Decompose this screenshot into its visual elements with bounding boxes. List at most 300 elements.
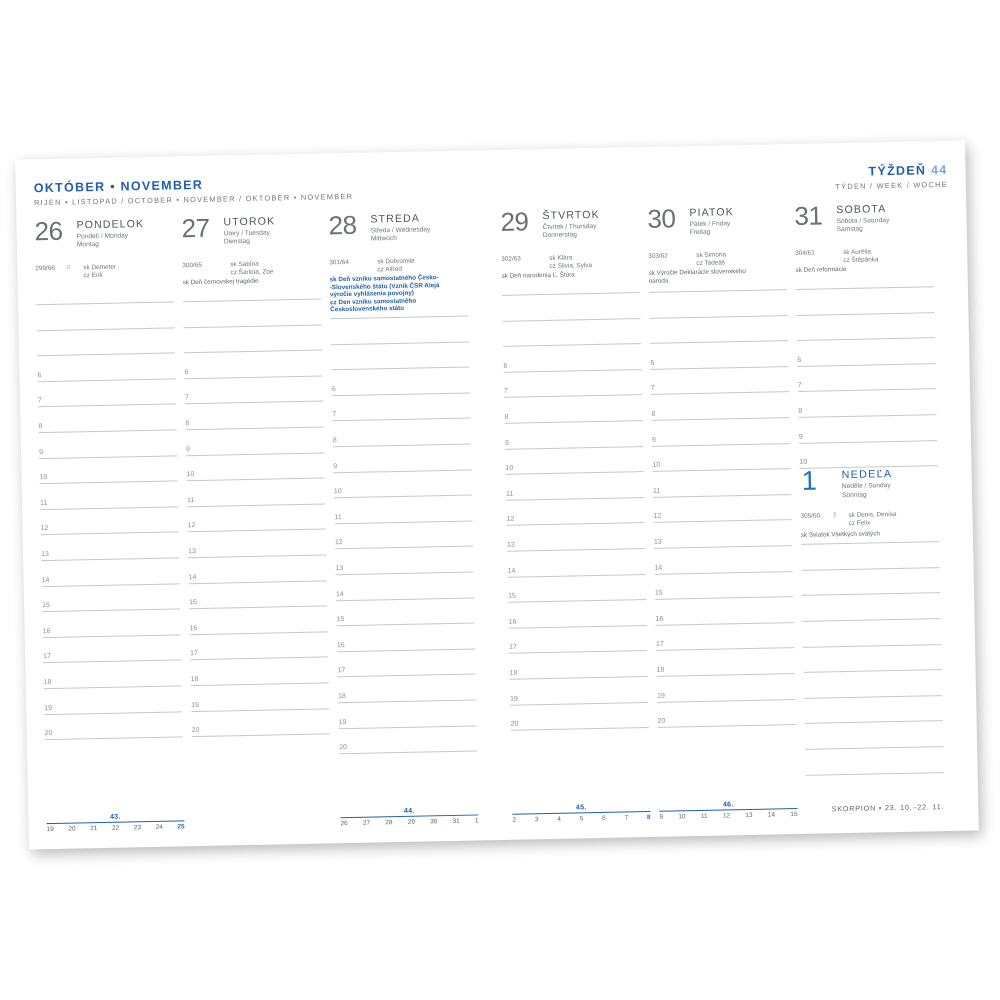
hour-label: 17: [190, 650, 198, 658]
hour-row[interactable]: [185, 402, 323, 430]
mini-week-strip: [46, 812, 184, 833]
mini-day[interactable]: 1: [474, 817, 479, 825]
hour-row[interactable]: [802, 593, 940, 621]
nameday-cz: cz Šarlota, Zoe: [230, 268, 274, 277]
hour-row[interactable]: [191, 709, 329, 737]
day-ordinal-code: 300/65: [182, 261, 202, 270]
hour-row[interactable]: [333, 444, 471, 472]
mini-week-strip: [512, 803, 650, 824]
hour-label: 18: [656, 666, 665, 674]
hour-row[interactable]: [502, 292, 641, 321]
hour-row[interactable]: [651, 392, 789, 420]
hour-label: 7: [184, 394, 189, 402]
day-number: 28: [328, 209, 357, 241]
mini-day[interactable]: 19: [46, 825, 54, 834]
nameday-cz: cz Štěpánka: [843, 256, 879, 265]
hour-row[interactable]: [507, 523, 645, 551]
day-number: 26: [34, 215, 63, 247]
mini-week-number: 46.: [659, 800, 797, 812]
hour-row[interactable]: [509, 626, 647, 654]
nameday-cz: cz Silvia, Sylva: [549, 262, 593, 270]
hour-label: 9: [504, 439, 509, 447]
mini-day[interactable]: 28: [385, 819, 393, 827]
day-header: [34, 216, 173, 265]
mini-week-days: [340, 815, 478, 827]
hour-label: 11: [186, 496, 195, 504]
hour-row[interactable]: [43, 661, 181, 689]
hour-row[interactable]: [190, 632, 328, 660]
hour-label: 12: [187, 522, 196, 530]
hour-row[interactable]: [505, 447, 643, 475]
hour-row[interactable]: [189, 607, 327, 635]
day-name-translations: Čtvrtek / Thursday Donnerstag: [542, 222, 597, 240]
hour-label: 12: [334, 539, 343, 547]
mini-day[interactable]: 2: [512, 816, 517, 824]
mini-day[interactable]: 13: [745, 811, 753, 820]
hour-label: 20: [338, 744, 347, 752]
day-header-sunday: [800, 466, 939, 513]
month-range-title: OKTÓBER • NOVEMBER: [33, 177, 204, 196]
hour-row[interactable]: [188, 555, 326, 583]
mini-day[interactable]: 12: [722, 812, 731, 820]
hour-label: 14: [654, 564, 663, 572]
mini-day-highlight[interactable]: 25: [177, 823, 185, 831]
hour-label: 6: [797, 356, 802, 364]
mini-week-days: [659, 809, 797, 821]
week-number: 44: [930, 162, 948, 178]
hour-label: 10: [799, 458, 808, 467]
hour-row[interactable]: [184, 351, 322, 379]
day-ordinal-code: 305/60: [800, 512, 821, 521]
hour-row[interactable]: [37, 328, 175, 356]
nameday-cz: cz Alfréd: [377, 265, 403, 274]
hour-row[interactable]: [652, 418, 790, 446]
day-holiday-note: sk Deň černovskej tragédie: [182, 277, 259, 287]
day-header: [794, 201, 933, 250]
hour-label: 19: [510, 695, 518, 703]
nameday-sk: sk Simona: [696, 251, 727, 259]
hour-row[interactable]: [508, 600, 646, 628]
hour-label: 14: [41, 576, 50, 584]
mini-day[interactable]: 29: [407, 818, 415, 826]
hour-label: 18: [509, 669, 518, 677]
day-holiday-note: sk Deň vzniku samostatného Česko- -Slovenského štátu (Vznik ČSR Alejá výročie vyhlásenia povojny) cz Den vzniku samostatného Československého státu: [329, 274, 440, 314]
hour-label: 17: [43, 653, 52, 661]
hour-row[interactable]: [650, 341, 788, 369]
day-nameday-line: [501, 253, 639, 272]
day-hour-rules: [330, 316, 477, 755]
hour-row[interactable]: [42, 610, 180, 638]
hour-label: 19: [656, 692, 665, 700]
hour-row[interactable]: [42, 584, 180, 612]
hour-row[interactable]: [331, 368, 469, 396]
hour-label: 13: [335, 565, 344, 573]
hour-row[interactable]: [39, 456, 177, 484]
day-column-26: [34, 216, 184, 835]
hour-label: 8: [651, 410, 656, 418]
hour-row[interactable]: [188, 530, 326, 558]
hour-label: 9: [333, 462, 338, 470]
nameday-sk: sk Dobromila: [377, 257, 415, 266]
hour-label: 14: [507, 567, 516, 575]
mini-day[interactable]: 11: [700, 812, 708, 820]
hour-row[interactable]: [803, 645, 941, 673]
hour-row[interactable]: [39, 430, 177, 458]
hour-label: 9: [185, 445, 190, 453]
hour-row[interactable]: [505, 421, 643, 449]
hour-label: 6: [331, 385, 336, 394]
hour-row[interactable]: [654, 546, 792, 574]
hour-row[interactable]: [41, 558, 179, 586]
nameday-sk: sk Aurélia: [843, 248, 871, 257]
hour-label: 20: [191, 727, 200, 735]
hour-label: 9: [651, 436, 656, 444]
mini-day[interactable]: 22: [111, 824, 120, 832]
hour-row[interactable]: [796, 286, 935, 315]
hour-row[interactable]: [799, 441, 937, 469]
day-name: NEDEĽA: [841, 468, 893, 482]
day-holiday-note: sk Deň narodenia Ľ. Štúra: [501, 271, 575, 280]
hour-label: 12: [653, 513, 662, 521]
mini-week-number: 45.: [512, 803, 650, 815]
hour-row[interactable]: [37, 354, 175, 382]
day-holiday-note: sk Sviatok Všetkých svätých: [800, 530, 881, 540]
hour-row[interactable]: [184, 325, 322, 353]
hour-label: 8: [185, 420, 190, 428]
hour-row[interactable]: [656, 623, 794, 651]
day-ordinal-code: 303/62: [648, 252, 668, 260]
day-ordinal-code: 299/66: [35, 264, 55, 273]
hour-label: 16: [508, 618, 517, 626]
hour-row[interactable]: [504, 370, 642, 398]
hour-row[interactable]: [796, 313, 934, 341]
day-name-translations: Pondelí / Monday Montag: [76, 232, 129, 249]
hour-row[interactable]: [183, 298, 322, 327]
mini-day[interactable]: 15: [790, 811, 798, 819]
hour-row[interactable]: [510, 703, 648, 731]
hour-label: 7: [37, 397, 42, 405]
hour-row[interactable]: [803, 619, 941, 647]
hour-label: 7: [332, 411, 337, 419]
day-name-translations: Sobota / Saturday Samstag: [836, 217, 890, 234]
hour-row[interactable]: [332, 393, 470, 421]
day-number: 27: [181, 212, 210, 244]
day-number: 29: [500, 206, 529, 237]
week-label-text: TÝŽDEŇ: [868, 163, 927, 179]
hour-label: 13: [653, 538, 662, 546]
day-name-translations: Úterý / Tuesday Dienstag: [223, 229, 270, 246]
mini-day[interactable]: 31: [452, 817, 460, 825]
hour-row[interactable]: [186, 453, 324, 481]
day-ordinal-code: 302/63: [501, 255, 521, 263]
nameday-cz: cz Felix: [848, 519, 871, 528]
hour-label: 7: [650, 385, 655, 393]
hour-row[interactable]: [799, 415, 937, 443]
hour-row[interactable]: [337, 624, 475, 652]
hour-row[interactable]: [330, 316, 469, 345]
day-holiday-note: [36, 278, 174, 304]
hour-row[interactable]: [649, 316, 787, 344]
hour-row[interactable]: [334, 470, 472, 498]
day-nameday-line: [648, 250, 786, 269]
hour-label: 9: [38, 448, 44, 456]
hour-row[interactable]: [338, 700, 476, 728]
day-hour-rules: [502, 292, 649, 731]
day-hour-rules-saturday: [796, 286, 938, 469]
hour-label: 10: [505, 464, 514, 472]
hour-row[interactable]: [40, 507, 178, 535]
mini-day[interactable]: 24: [155, 823, 163, 831]
day-header: [500, 207, 639, 256]
day-hour-rules: [649, 289, 796, 728]
moon-phase-icon: ☽: [830, 512, 837, 520]
hour-label: 16: [336, 641, 345, 649]
hour-row[interactable]: [506, 472, 644, 500]
hour-row[interactable]: [797, 338, 935, 366]
hour-row[interactable]: [335, 547, 473, 575]
hour-label: 6: [184, 368, 189, 377]
hour-row[interactable]: [334, 496, 472, 524]
day-hour-rules-sunday: [801, 541, 944, 775]
day-number: 31: [794, 200, 823, 231]
hour-row[interactable]: [337, 649, 475, 677]
hour-row[interactable]: [801, 541, 940, 570]
hour-label: 18: [190, 675, 199, 684]
hour-row[interactable]: [331, 342, 469, 370]
nameday-sk: sk Denis, Denisa: [848, 511, 897, 520]
hour-label: 10: [333, 488, 342, 496]
hour-row[interactable]: [338, 675, 476, 703]
hour-label: 6: [650, 359, 655, 367]
hour-label: 20: [44, 730, 53, 738]
hour-label: 18: [337, 692, 346, 701]
hour-row[interactable]: [797, 364, 935, 392]
day-name-translations: Středa / Wednesday Mittwoch: [370, 226, 431, 243]
hour-row[interactable]: [503, 344, 641, 372]
hour-row[interactable]: [655, 572, 793, 600]
day-column-28: [328, 211, 478, 830]
hour-row[interactable]: [504, 395, 642, 423]
hour-row[interactable]: [653, 495, 791, 523]
hour-row[interactable]: [36, 301, 175, 330]
hour-row[interactable]: [186, 427, 324, 455]
week-label-subtitle: TÝDEN / WEEK / WOCHE: [835, 179, 948, 192]
mini-week-strip: [340, 806, 478, 827]
hour-label: 19: [44, 704, 53, 712]
mini-day[interactable]: 21: [90, 825, 98, 833]
mini-day[interactable]: 26: [340, 820, 348, 828]
mini-day[interactable]: 4: [557, 815, 561, 823]
hour-row[interactable]: [802, 568, 940, 596]
mini-day[interactable]: 10: [678, 813, 686, 821]
hour-label: 7: [503, 388, 508, 396]
hour-row[interactable]: [332, 419, 470, 447]
hour-label: 10: [186, 471, 195, 479]
hour-row[interactable]: [336, 598, 474, 626]
hour-row[interactable]: [41, 533, 179, 561]
hour-row[interactable]: [40, 482, 178, 510]
hour-label: 17: [337, 667, 346, 675]
hour-row[interactable]: [805, 721, 943, 749]
day-name: STREDA: [370, 212, 421, 226]
hour-row[interactable]: [657, 674, 795, 702]
hour-row[interactable]: [187, 479, 325, 507]
day-header: [181, 214, 320, 263]
hour-row[interactable]: [189, 581, 327, 609]
hour-label: 10: [39, 474, 48, 482]
hour-label: 15: [336, 616, 345, 624]
hour-row[interactable]: [798, 390, 936, 418]
hour-label: 15: [42, 602, 50, 610]
planner-page: [15, 141, 979, 850]
hour-label: 12: [506, 516, 515, 524]
day-column-30: [647, 204, 797, 823]
day-column-27: [181, 214, 331, 833]
hour-label: 15: [507, 592, 516, 600]
nameday-sk: sk Sabína: [230, 260, 259, 269]
nameday-cz: cz Erik: [83, 271, 103, 280]
hour-row[interactable]: [506, 498, 644, 526]
hour-label: 15: [189, 599, 197, 607]
hour-label: 16: [42, 627, 51, 635]
hour-row[interactable]: [507, 549, 645, 577]
mini-day[interactable]: 7: [624, 814, 629, 822]
day-holiday-note: sk Výročie Deklarácie slovenského národa: [648, 267, 746, 285]
hour-row[interactable]: [43, 635, 181, 663]
hour-row[interactable]: [339, 726, 477, 754]
mini-week-number: 43.: [46, 812, 184, 824]
hour-row[interactable]: [185, 376, 323, 404]
hour-label: 9: [798, 433, 803, 441]
hour-row[interactable]: [336, 572, 474, 600]
hour-row[interactable]: [509, 651, 647, 679]
nameday-sk: sk Demeter: [83, 263, 117, 272]
hour-label: 11: [40, 499, 48, 507]
month-range-subtitle: RIJEN • LISTOPAD / OCTOBER • NOVEMBER / OKTOBER • NOVEMBER: [33, 191, 354, 208]
day-nameday-line: [182, 260, 320, 279]
hour-row[interactable]: [655, 597, 793, 625]
hour-row[interactable]: [508, 575, 646, 603]
day-name-translations: Pátek / Friday Freitag: [689, 220, 731, 237]
hour-label: 20: [510, 720, 519, 728]
hour-row[interactable]: [38, 379, 176, 407]
day-number: 30: [647, 203, 676, 234]
day-ordinal-code: 301/64: [329, 258, 349, 267]
hour-row[interactable]: [654, 520, 792, 548]
day-nameday-line: [35, 262, 173, 281]
day-name: ŠTVRTOK: [542, 208, 600, 223]
day-column-31-and-1: [794, 201, 944, 820]
day-block-sunday: [800, 466, 944, 775]
planner-spread: [15, 141, 979, 850]
nameday-sk: sk Klára: [549, 254, 573, 262]
mini-day[interactable]: 6: [602, 814, 606, 822]
hour-label: 13: [506, 541, 515, 549]
hour-label: 16: [655, 615, 664, 623]
mini-day-highlight[interactable]: 8: [646, 813, 651, 822]
hour-label: 10: [652, 461, 661, 470]
hour-label: 11: [334, 513, 342, 522]
week-label: [868, 163, 947, 179]
hour-row[interactable]: [187, 504, 325, 532]
hour-row[interactable]: [510, 677, 648, 705]
hour-row[interactable]: [503, 319, 641, 347]
day-header: [647, 204, 786, 253]
mini-week-days: [47, 821, 185, 833]
mini-day[interactable]: 5: [579, 815, 584, 823]
mini-day[interactable]: 30: [430, 818, 438, 826]
hour-row[interactable]: [653, 469, 791, 497]
hour-label: 8: [504, 413, 509, 421]
day-column-29: [500, 207, 650, 826]
nameday-cz: cz Tadeáš: [696, 259, 726, 267]
hour-row[interactable]: [805, 747, 943, 775]
mini-week-number: 44.: [340, 806, 478, 818]
moon-phase-icon: ☼: [65, 263, 72, 271]
hour-row[interactable]: [44, 712, 182, 740]
hour-row[interactable]: [649, 289, 788, 318]
hour-label: 17: [508, 643, 517, 652]
day-hour-rules: [36, 301, 183, 740]
hour-label: 20: [657, 717, 666, 725]
hour-row[interactable]: [44, 686, 182, 714]
hour-label: 18: [43, 678, 52, 687]
hour-row[interactable]: [652, 444, 790, 472]
day-name: PONDELOK: [76, 218, 145, 232]
day-name: SOBOTA: [836, 203, 887, 217]
day-header: [328, 211, 467, 260]
hour-row[interactable]: [191, 683, 329, 711]
day-nameday-line: [795, 247, 933, 266]
mini-day[interactable]: 14: [767, 811, 776, 819]
hour-label: 6: [37, 371, 42, 379]
day-name: UTOROK: [223, 215, 276, 229]
hour-label: 19: [338, 718, 347, 726]
hour-label: 19: [191, 701, 200, 709]
brand-footer: SKORPION • 23. 10.–22. 11.: [831, 802, 945, 814]
hour-row[interactable]: [38, 405, 176, 433]
mini-day[interactable]: 3: [534, 816, 539, 824]
hour-label: 6: [503, 362, 508, 370]
hour-label: 13: [41, 550, 49, 559]
hour-label: 14: [188, 573, 197, 581]
day-columns: [34, 201, 960, 835]
hour-row[interactable]: [804, 670, 942, 698]
hour-label: 15: [654, 589, 663, 597]
hour-label: 16: [189, 624, 198, 632]
hour-label: 14: [335, 590, 344, 598]
day-hour-rules: [183, 298, 330, 737]
mini-day[interactable]: 9: [659, 813, 664, 821]
hour-label: 8: [798, 407, 803, 415]
hour-row[interactable]: [335, 521, 473, 549]
hour-label: 8: [38, 423, 43, 431]
hour-label: 11: [505, 490, 514, 498]
hour-row[interactable]: [190, 658, 328, 686]
hour-row[interactable]: [657, 700, 795, 728]
mini-day[interactable]: 20: [68, 825, 76, 833]
hour-row[interactable]: [656, 648, 794, 676]
day-nameday-line: [329, 257, 467, 276]
day-name: PIATOK: [689, 206, 734, 220]
hour-label: 13: [188, 547, 196, 556]
hour-row[interactable]: [651, 367, 789, 395]
mini-day[interactable]: 23: [133, 824, 142, 832]
day-name-translations: Neděle / Sunday Sonntag: [841, 482, 891, 499]
hour-label: 11: [652, 487, 661, 495]
hour-row[interactable]: [804, 696, 942, 724]
mini-day[interactable]: 27: [362, 819, 371, 827]
